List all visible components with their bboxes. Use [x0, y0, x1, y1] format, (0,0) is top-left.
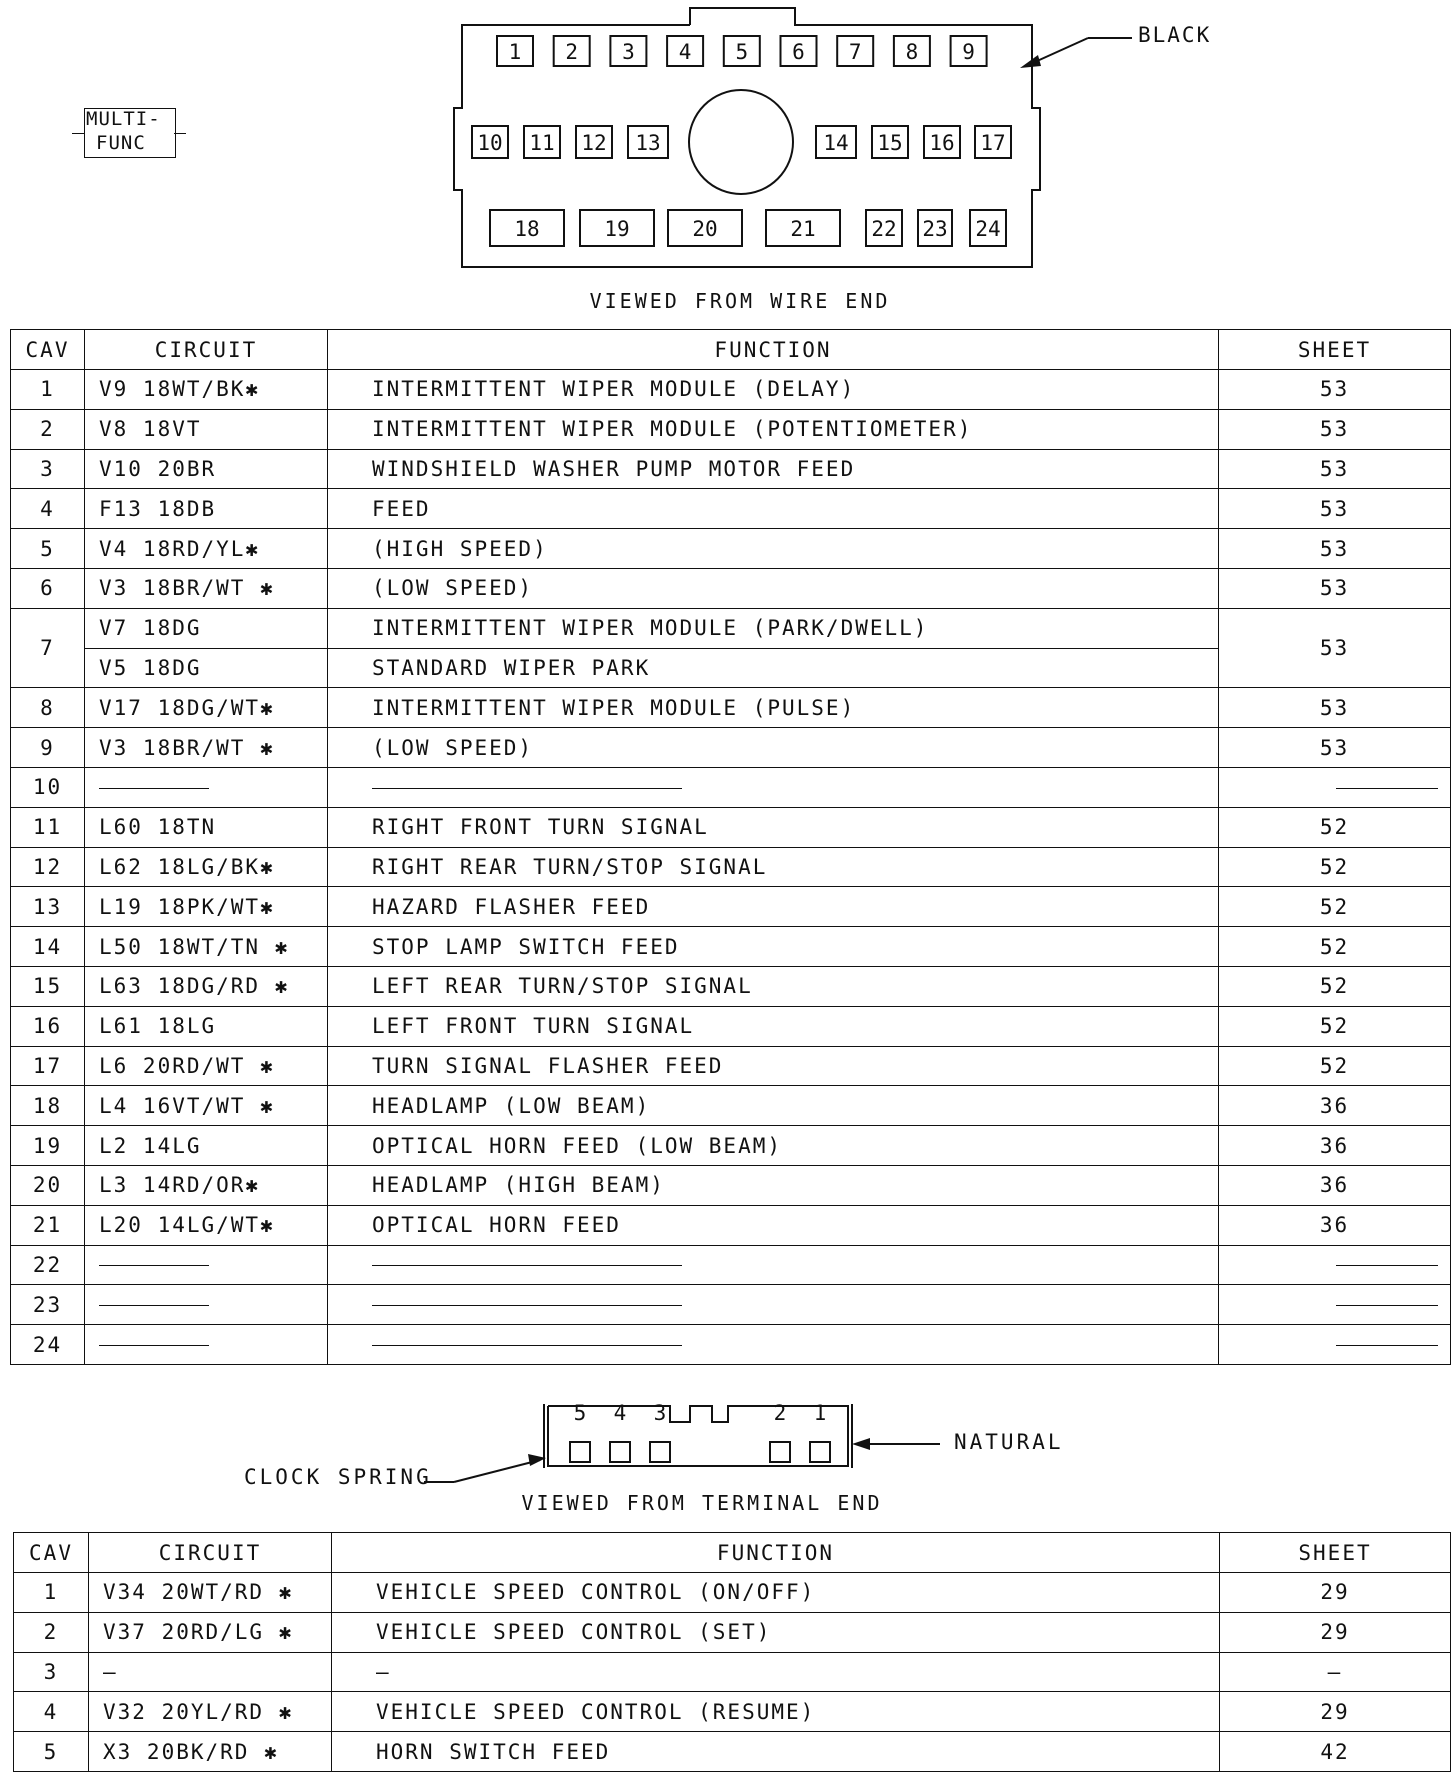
- cav-cell: 16: [11, 1006, 85, 1046]
- cav-cell: 21: [11, 1205, 85, 1245]
- function-cell: VEHICLE SPEED CONTROL (RESUME): [332, 1692, 1220, 1732]
- circuit-cell: —: [89, 1652, 332, 1692]
- cavity-number: 1: [508, 40, 522, 64]
- function-cell: WINDSHIELD WASHER PUMP MOTOR FEED: [328, 449, 1219, 489]
- table-row: [11, 568, 1451, 608]
- cav-cell: 2: [14, 1612, 89, 1652]
- connector-2-diagram: [0, 1390, 1456, 1520]
- header-circuit: CIRCUIT: [85, 330, 328, 370]
- table-row: [14, 1732, 1451, 1772]
- cav-cell: 19: [11, 1126, 85, 1166]
- cavity-number: 23: [922, 217, 948, 241]
- cavity-number: 19: [604, 217, 630, 241]
- cav-cell: 4: [11, 489, 85, 529]
- circuit-cell: V9 18WT/BK✱: [85, 370, 328, 410]
- circuit-cell: V3 18BR/WT ✱: [85, 568, 328, 608]
- cav-cell: 20: [11, 1165, 85, 1205]
- circuit-cell: F13 18DB: [85, 489, 328, 529]
- cav-cell: 11: [11, 807, 85, 847]
- cavity-number: 13: [635, 131, 661, 155]
- table-row: [11, 1285, 1451, 1325]
- circuit-cell: V5 18DG: [85, 648, 328, 688]
- blank-dash: [372, 1305, 682, 1306]
- cav-cell: 10: [11, 767, 85, 807]
- sheet-cell: 29: [1220, 1692, 1451, 1732]
- cav-cell: 15: [11, 966, 85, 1006]
- sheet-cell: 36: [1219, 1165, 1451, 1205]
- cavity-number: 6: [792, 40, 805, 64]
- circuit-cell: V8 18VT: [85, 409, 328, 449]
- circuit-cell: [85, 1245, 328, 1285]
- cav-cell: 24: [11, 1325, 85, 1365]
- sheet-cell: 36: [1219, 1086, 1451, 1126]
- table-row: [11, 370, 1451, 410]
- sheet-cell: 53: [1219, 449, 1451, 489]
- blank-dash: [1336, 1305, 1438, 1306]
- table-row: [11, 728, 1451, 768]
- cav-cell: 5: [11, 529, 85, 569]
- cav-cell: 12: [11, 847, 85, 887]
- cavity-number: 10: [477, 131, 503, 155]
- sheet-cell: 29: [1220, 1573, 1451, 1613]
- sheet-cell: 52: [1219, 807, 1451, 847]
- function-cell: STOP LAMP SWITCH FEED: [328, 927, 1219, 967]
- sheet-cell: 52: [1219, 847, 1451, 887]
- cav-cell: 3: [14, 1652, 89, 1692]
- cavity-number: 15: [877, 131, 903, 155]
- color-label-natural: NATURAL: [954, 1430, 1064, 1454]
- cavity-number: 17: [980, 131, 1006, 155]
- table-row: [11, 1046, 1451, 1086]
- sheet-cell: 36: [1219, 1126, 1451, 1166]
- cavity-number: 8: [905, 40, 919, 64]
- table-row: [11, 529, 1451, 569]
- cav-cell: 23: [11, 1285, 85, 1325]
- header-cav: CAV: [11, 330, 85, 370]
- header-circuit: CIRCUIT: [89, 1533, 332, 1573]
- cav-cell: 18: [11, 1086, 85, 1126]
- sheet-cell: 53: [1219, 728, 1451, 768]
- cavity-number: 20: [692, 217, 718, 241]
- cav-cell: 5: [14, 1732, 89, 1772]
- sheet-cell: 53: [1219, 370, 1451, 410]
- table-row: [11, 1086, 1451, 1126]
- pin-socket: [810, 1442, 830, 1462]
- sheet-cell: 53: [1219, 489, 1451, 529]
- function-cell: HEADLAMP (LOW BEAM): [328, 1086, 1219, 1126]
- pin-number: 3: [653, 1401, 667, 1425]
- blank-dash: [99, 1265, 209, 1266]
- table-row: [11, 1126, 1451, 1166]
- sheet-cell: 52: [1219, 966, 1451, 1006]
- circuit-cell: V37 20RD/LG ✱: [89, 1612, 332, 1652]
- sheet-cell: [1219, 1325, 1451, 1365]
- circuit-cell: L60 18TN: [85, 807, 328, 847]
- circuit-cell: V3 18BR/WT ✱: [85, 728, 328, 768]
- header-function: FUNCTION: [328, 330, 1219, 370]
- sheet-cell: 53: [1219, 688, 1451, 728]
- header-cav: CAV: [14, 1533, 89, 1573]
- circuit-cell: [85, 1325, 328, 1365]
- function-cell: LEFT FRONT TURN SIGNAL: [328, 1006, 1219, 1046]
- circuit-cell: L50 18WT/TN ✱: [85, 927, 328, 967]
- circuit-cell: L61 18LG: [85, 1006, 328, 1046]
- function-cell: [328, 1325, 1219, 1365]
- function-cell: RIGHT FRONT TURN SIGNAL: [328, 807, 1219, 847]
- cavity-number: 16: [929, 131, 955, 155]
- cavity-number: 18: [514, 217, 540, 241]
- cav-cell: 2: [11, 409, 85, 449]
- circuit-cell: L19 18PK/WT✱: [85, 887, 328, 927]
- blank-dash: [372, 1345, 682, 1346]
- circuit-cell: [85, 767, 328, 807]
- cav-cell: 6: [11, 568, 85, 608]
- circuit-cell: V4 18RD/YL✱: [85, 529, 328, 569]
- function-cell: (LOW SPEED): [328, 568, 1219, 608]
- function-cell: [328, 1285, 1219, 1325]
- cavity-number: 24: [975, 217, 1001, 241]
- circuit-cell: V34 20WT/RD ✱: [89, 1573, 332, 1613]
- cavity-number: 22: [871, 217, 897, 241]
- cavity-number: 4: [678, 40, 692, 64]
- sheet-cell: 52: [1219, 887, 1451, 927]
- function-cell: STANDARD WIPER PARK: [328, 648, 1219, 688]
- sheet-cell: 42: [1220, 1732, 1451, 1772]
- cavity-number: 14: [823, 131, 849, 155]
- blank-dash: [99, 1305, 209, 1306]
- function-cell: OPTICAL HORN FEED: [328, 1205, 1219, 1245]
- sheet-cell: [1219, 767, 1451, 807]
- sheet-cell: [1219, 1285, 1451, 1325]
- function-cell: [328, 767, 1219, 807]
- blank-dash: [99, 788, 209, 789]
- table-row: [11, 688, 1451, 728]
- pointer-natural: [852, 1438, 940, 1450]
- cav-cell: 7: [11, 608, 85, 688]
- function-cell: VEHICLE SPEED CONTROL (ON/OFF): [332, 1573, 1220, 1613]
- circuit-cell: V17 18DG/WT✱: [85, 688, 328, 728]
- sheet-cell: 52: [1219, 927, 1451, 967]
- function-cell: INTERMITTENT WIPER MODULE (PARK/DWELL): [328, 608, 1219, 648]
- blank-dash: [1336, 788, 1438, 789]
- pin-socket: [570, 1442, 590, 1462]
- sheet-cell: 53: [1219, 608, 1451, 688]
- pinout-table-2: [13, 1532, 1451, 1772]
- table-row: [11, 489, 1451, 529]
- table-row: [11, 927, 1451, 967]
- blank-dash: [372, 1265, 682, 1266]
- header-function: FUNCTION: [332, 1533, 1220, 1573]
- header-sheet: SHEET: [1219, 330, 1451, 370]
- function-cell: RIGHT REAR TURN/STOP SIGNAL: [328, 847, 1219, 887]
- pin-socket: [770, 1442, 790, 1462]
- sheet-cell: [1219, 1245, 1451, 1285]
- circuit-cell: V32 20YL/RD ✱: [89, 1692, 332, 1732]
- sheet-cell: 52: [1219, 1006, 1451, 1046]
- connector-name-clock-spring: CLOCK SPRING: [244, 1465, 432, 1489]
- circuit-cell: V7 18DG: [85, 608, 328, 648]
- cav-cell: 3: [11, 449, 85, 489]
- circuit-cell: V10 20BR: [85, 449, 328, 489]
- circuit-cell: L63 18DG/RD ✱: [85, 966, 328, 1006]
- table-row: [14, 1692, 1451, 1732]
- color-label-black: BLACK: [1138, 23, 1212, 47]
- function-cell: LEFT REAR TURN/STOP SIGNAL: [328, 966, 1219, 1006]
- cavity-number: 9: [962, 40, 975, 64]
- blank-dash: [1336, 1265, 1438, 1266]
- sheet-cell: 36: [1219, 1205, 1451, 1245]
- function-cell: FEED: [328, 489, 1219, 529]
- circuit-cell: L4 16VT/WT ✱: [85, 1086, 328, 1126]
- table-row: [11, 1325, 1451, 1365]
- cavity-number: 5: [735, 40, 749, 64]
- cav-cell: 4: [14, 1692, 89, 1732]
- circuit-cell: L6 20RD/WT ✱: [85, 1046, 328, 1086]
- cavity-number: 7: [848, 40, 862, 64]
- view-caption-2: VIEWED FROM TERMINAL END: [521, 1491, 883, 1515]
- connector-1-diagram: [0, 0, 1456, 313]
- cav-cell: 8: [11, 688, 85, 728]
- table-row: [11, 608, 1451, 648]
- function-cell: —: [332, 1652, 1220, 1692]
- function-cell: VEHICLE SPEED CONTROL (SET): [332, 1612, 1220, 1652]
- table-header-row: [14, 1533, 1451, 1573]
- table-row: [11, 449, 1451, 489]
- function-cell: INTERMITTENT WIPER MODULE (POTENTIOMETER): [328, 409, 1219, 449]
- function-cell: TURN SIGNAL FLASHER FEED: [328, 1046, 1219, 1086]
- function-cell: INTERMITTENT WIPER MODULE (DELAY): [328, 370, 1219, 410]
- pin-socket: [650, 1442, 670, 1462]
- pin-number: 5: [573, 1401, 587, 1425]
- table-row: [11, 409, 1451, 449]
- cavity-number: 3: [622, 40, 635, 64]
- pin-number: 4: [613, 1401, 627, 1425]
- function-cell: OPTICAL HORN FEED (LOW BEAM): [328, 1126, 1219, 1166]
- cav-cell: 22: [11, 1245, 85, 1285]
- view-caption-1: VIEWED FROM WIRE END: [589, 289, 891, 313]
- table-row: [14, 1652, 1451, 1692]
- pointer-clock-spring: [424, 1454, 546, 1482]
- function-cell: (LOW SPEED): [328, 728, 1219, 768]
- cav-cell: 13: [11, 887, 85, 927]
- table-row: [11, 1165, 1451, 1205]
- cav-cell: 1: [11, 370, 85, 410]
- sheet-cell: 53: [1219, 568, 1451, 608]
- sheet-cell: —: [1220, 1652, 1451, 1692]
- circuit-cell: X3 20BK/RD ✱: [89, 1732, 332, 1772]
- table-row: [11, 767, 1451, 807]
- circuit-cell: L3 14RD/OR✱: [85, 1165, 328, 1205]
- sheet-cell: 53: [1219, 409, 1451, 449]
- table-row: [11, 1205, 1451, 1245]
- table-row: [11, 966, 1451, 1006]
- function-cell: [328, 1245, 1219, 1285]
- table-row: [11, 1006, 1451, 1046]
- function-cell: HAZARD FLASHER FEED: [328, 887, 1219, 927]
- cavity-number: 21: [790, 217, 816, 241]
- sheet-cell: 29: [1220, 1612, 1451, 1652]
- cav-cell: 17: [11, 1046, 85, 1086]
- connector-label-line-1: MULTI-: [86, 108, 161, 130]
- table-row: [11, 887, 1451, 927]
- table-row: [14, 1573, 1451, 1613]
- table-row: [11, 807, 1451, 847]
- pin-socket: [610, 1442, 630, 1462]
- blank-dash: [99, 1345, 209, 1346]
- pin-number: 1: [813, 1401, 827, 1425]
- cavity-number: 2: [565, 40, 579, 64]
- sheet-cell: 53: [1219, 529, 1451, 569]
- circuit-cell: L2 14LG: [85, 1126, 328, 1166]
- cavity-number: 11: [529, 131, 555, 155]
- table-row: [14, 1612, 1451, 1652]
- table-row: [11, 847, 1451, 887]
- circuit-cell: [85, 1285, 328, 1325]
- function-cell: (HIGH SPEED): [328, 529, 1219, 569]
- header-sheet: SHEET: [1220, 1533, 1451, 1573]
- blank-dash: [372, 788, 682, 789]
- blank-dash: [1336, 1345, 1438, 1346]
- cavity-number: 12: [581, 131, 607, 155]
- function-cell: HORN SWITCH FEED: [332, 1732, 1220, 1772]
- pinout-table-1: [10, 329, 1451, 1365]
- table-header-row: [11, 330, 1451, 370]
- cav-cell: 9: [11, 728, 85, 768]
- cav-cell: 14: [11, 927, 85, 967]
- cav-cell: 1: [14, 1573, 89, 1613]
- table-row: [11, 1245, 1451, 1285]
- pointer-black: [1020, 38, 1132, 68]
- circuit-cell: L62 18LG/BK✱: [85, 847, 328, 887]
- function-cell: INTERMITTENT WIPER MODULE (PULSE): [328, 688, 1219, 728]
- sheet-cell: 52: [1219, 1046, 1451, 1086]
- circuit-cell: L20 14LG/WT✱: [85, 1205, 328, 1245]
- pin-number: 2: [773, 1401, 787, 1425]
- connector-label-line-2: FUNC: [96, 132, 146, 154]
- function-cell: HEADLAMP (HIGH BEAM): [328, 1165, 1219, 1205]
